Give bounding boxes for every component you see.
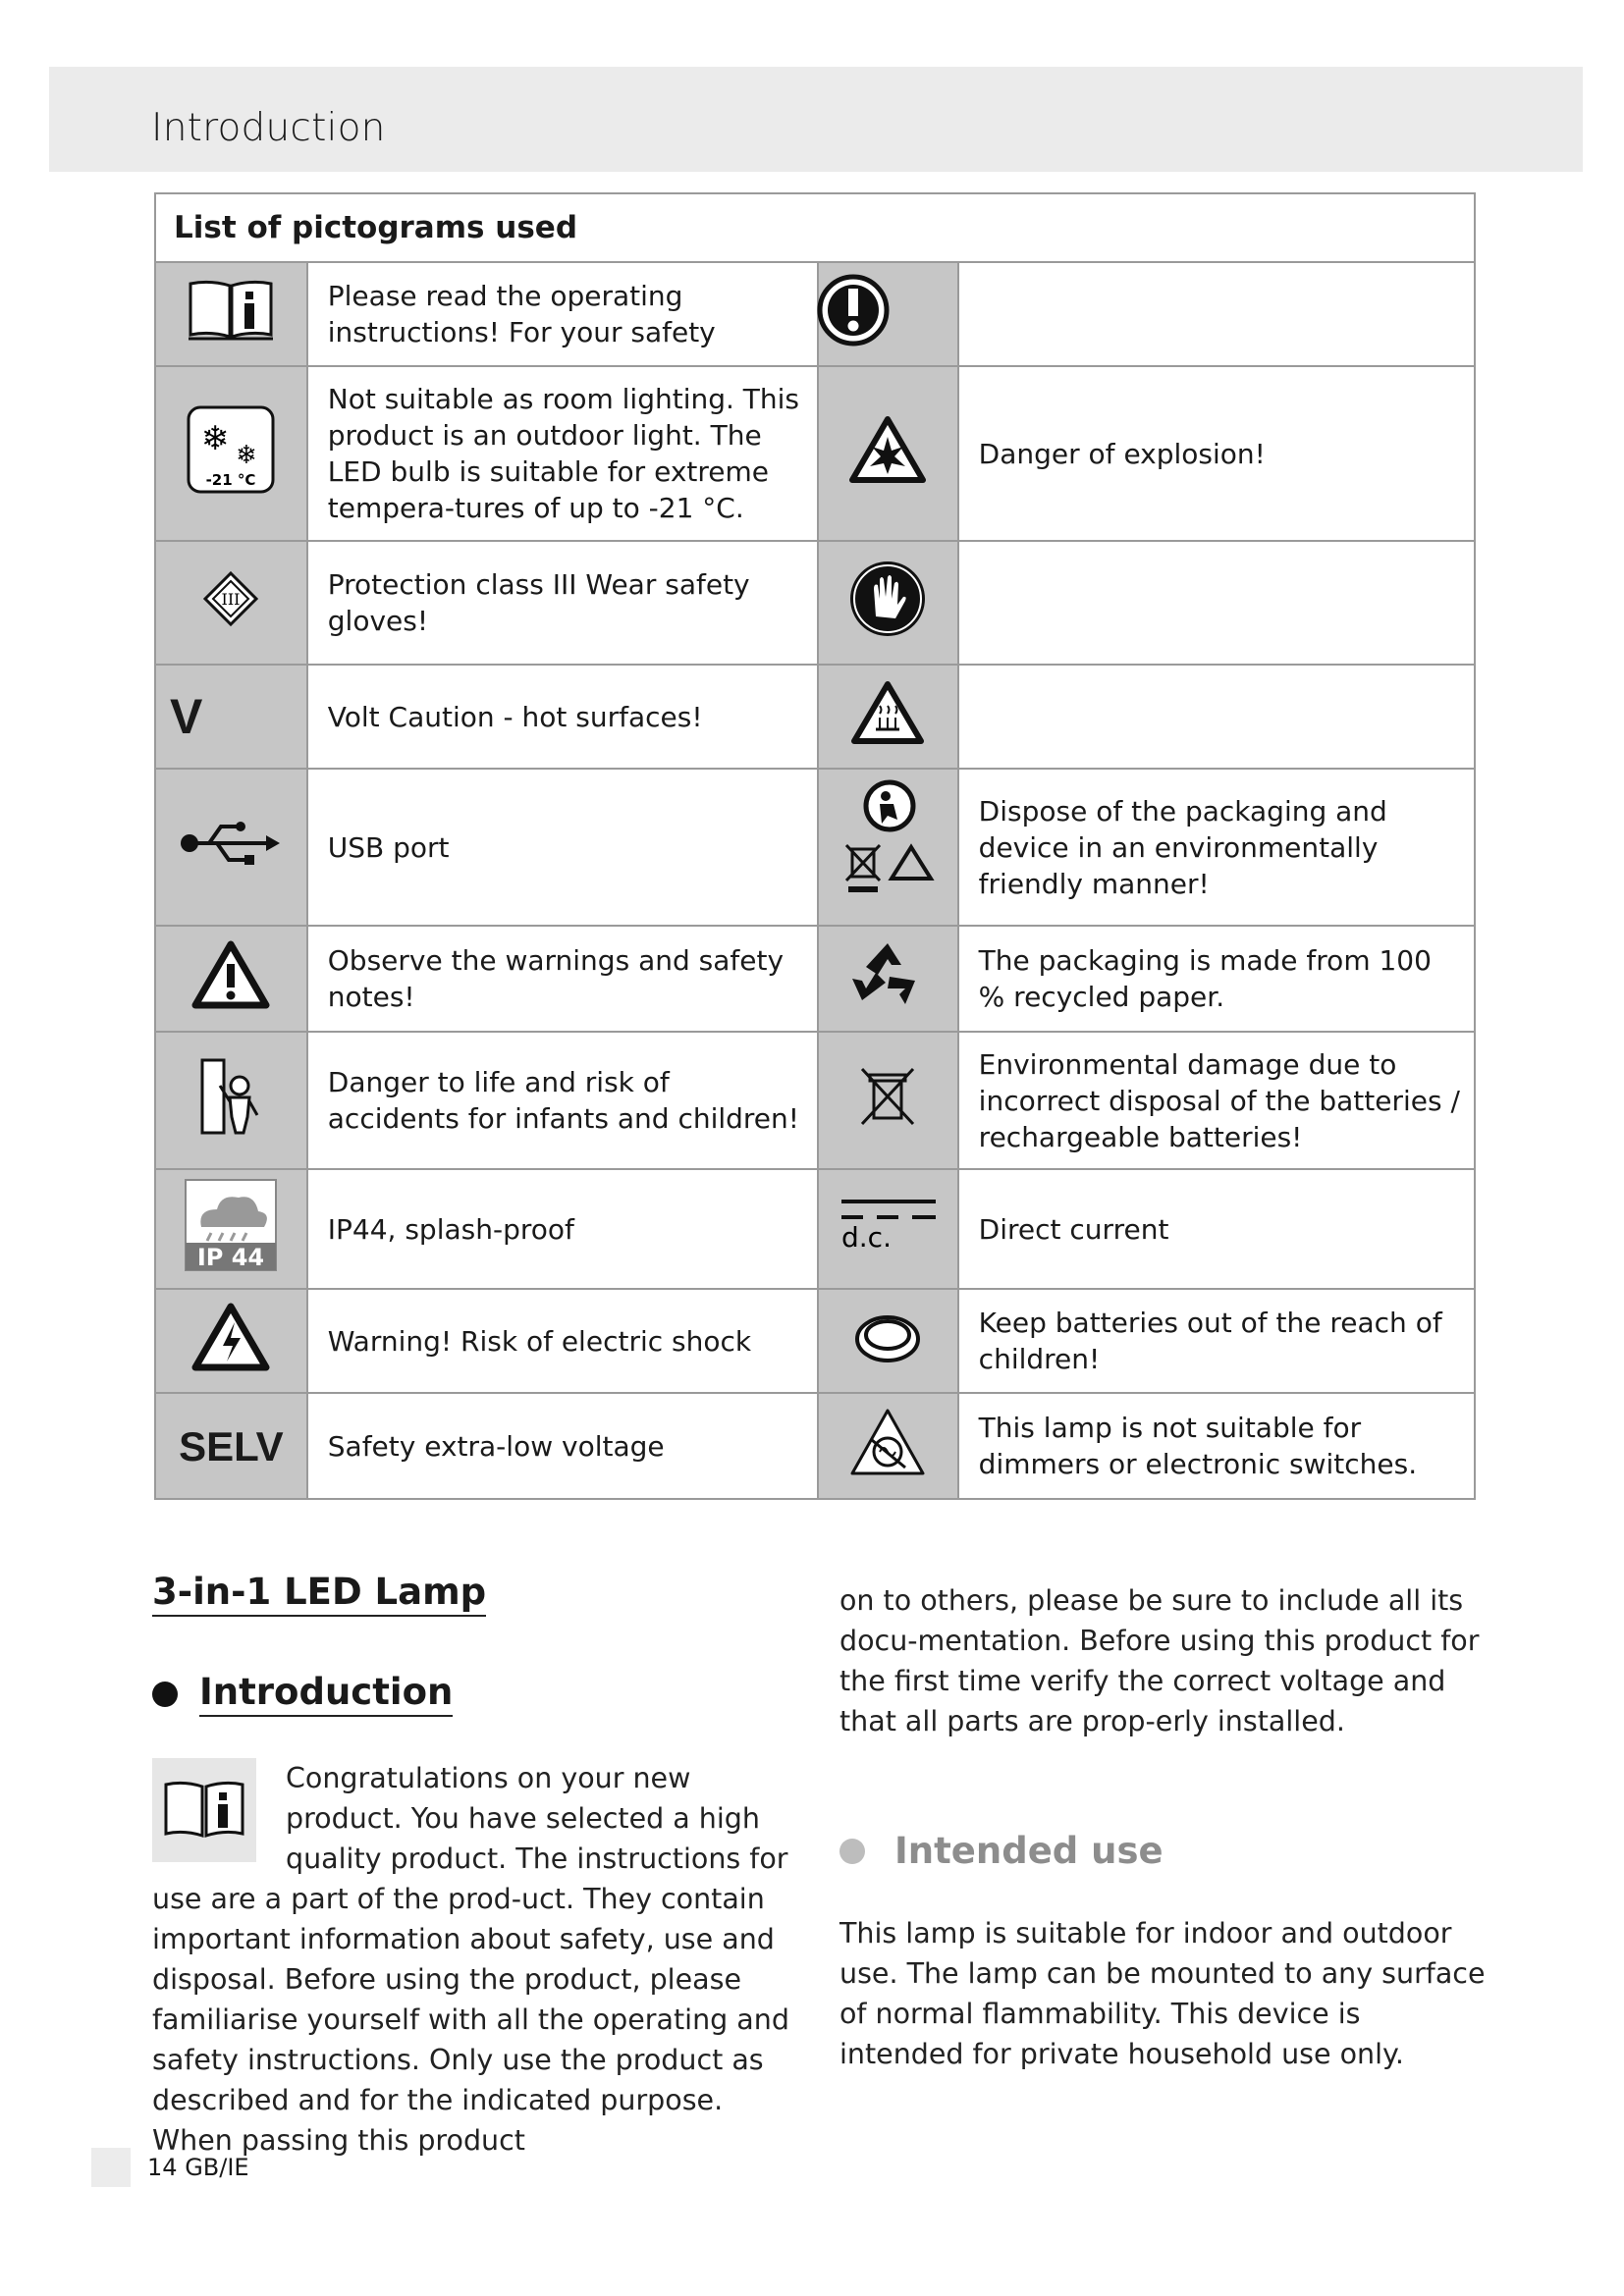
right-text: Environmental damage due to incorrect disposal of the batteries / rechargeable batteries!	[958, 1032, 1475, 1169]
row-text: Danger to life and risk of accidents for infants and children!	[307, 1032, 818, 1169]
ip44-icon	[155, 1169, 307, 1289]
hot-surface-warning-icon	[818, 665, 958, 769]
row-text: Volt Caution - hot surfaces!	[307, 665, 818, 769]
direct-current-icon	[818, 1169, 958, 1289]
explosion-warning-icon	[818, 366, 958, 541]
warning-triangle-icon	[155, 926, 307, 1032]
protection-class-3-icon	[155, 541, 307, 665]
table-row	[307, 262, 818, 366]
right-text	[958, 665, 1475, 769]
introduction-heading	[152, 1671, 795, 1717]
right-column	[839, 1580, 1488, 2074]
language-code: GB/IE	[185, 2154, 249, 2181]
electric-shock-icon	[155, 1289, 307, 1393]
class-label: III	[221, 589, 241, 609]
row-text: IP44, splash-proof	[307, 1169, 818, 1289]
pictogram-table	[154, 192, 1476, 1500]
ip-label: IP 44	[197, 1243, 265, 1271]
footer	[147, 2154, 249, 2181]
minus-21-degrees-icon	[155, 366, 307, 541]
temp-label: -21 °C	[205, 470, 256, 489]
introduction-text-block	[152, 1758, 795, 2161]
table-heading: List of pictograms used	[155, 193, 1475, 262]
right-text: The packaging is made from 100 % recycled paper.	[958, 926, 1475, 1032]
no-dimmer-icon	[818, 1393, 958, 1499]
dc-label: d.c.	[841, 1220, 893, 1254]
svg-text:❄: ❄	[201, 418, 230, 458]
row-text: Warning! Risk of electric shock	[307, 1289, 818, 1393]
footer-marker	[91, 2148, 131, 2187]
svg-text:❄: ❄	[236, 440, 258, 470]
info-book-icon	[152, 1758, 256, 1862]
product-title: 3-in-1 LED Lamp	[152, 1571, 486, 1617]
button-battery-icon	[818, 1289, 958, 1393]
exclamation-circle-icon	[818, 262, 958, 366]
child-danger-icon	[155, 1032, 307, 1169]
introduction-text: Congratulations on your new product. You have selected a high quality product. The instructions for use are a part of the prod-uct. They contain important information about safety, use and disposal. Before using the product, please familiarise yourself with all the operating and safety instructions. Only use the product as described and for the indicated purpose. When passing this product	[152, 1762, 789, 2157]
right-text: Danger of explosion!	[958, 366, 1475, 541]
volt-icon: V	[155, 665, 307, 769]
usb-icon	[155, 769, 307, 926]
right-text: Dispose of the packaging and device in an environmentally friendly manner!	[958, 769, 1475, 926]
right-text	[958, 262, 1475, 366]
page-number: 14	[147, 2154, 178, 2181]
bullet-icon	[152, 1682, 178, 1707]
row-text: Protection class III Wear safety gloves!	[307, 541, 818, 665]
right-text: Direct current	[958, 1169, 1475, 1289]
recycling-icon	[818, 926, 958, 1032]
right-text: Keep batteries out of the reach of children!	[958, 1289, 1475, 1393]
crossed-bin-icon	[818, 1032, 958, 1169]
row-text: Safety extra-low voltage	[307, 1393, 818, 1499]
right-text: This lamp is not suitable for dimmers or electronic switches.	[958, 1393, 1475, 1499]
header-band	[49, 67, 1583, 172]
row-text: Not suitable as room lighting. This product is an outdoor light. The LED bulb is suitable for extreme tempera-tures of up to -21 °C.	[307, 366, 818, 541]
intended-use-heading-text: Intended use	[894, 1830, 1164, 1872]
right-text	[958, 541, 1475, 665]
left-column	[152, 1571, 795, 2161]
read-instructions-icon	[155, 262, 307, 366]
bullet-icon	[839, 1839, 865, 1864]
intended-use-text: This lamp is suitable for indoor and outdoor use. The lamp can be mounted to any surface of normal flammability. This device is intended for private household use only.	[839, 1917, 1486, 2070]
safety-gloves-icon	[818, 541, 958, 665]
introduction-heading-text: Introduction	[199, 1671, 453, 1717]
introduction-continued-text: on to others, please be sure to include all its docu-mentation. Before using this product for the first time verify the correct voltage and that all parts are prop-erly installed.	[839, 1584, 1480, 1737]
row-text: Please read the operating instructions! For your safety	[327, 280, 716, 348]
row-text: Observe the warnings and safety notes!	[307, 926, 818, 1032]
intended-use-heading	[839, 1830, 1488, 1872]
page-title: Introduction	[151, 106, 386, 150]
row-text: USB port	[307, 769, 818, 926]
disposal-symbols-icon	[818, 769, 958, 926]
selv-icon: SELV	[155, 1393, 307, 1499]
